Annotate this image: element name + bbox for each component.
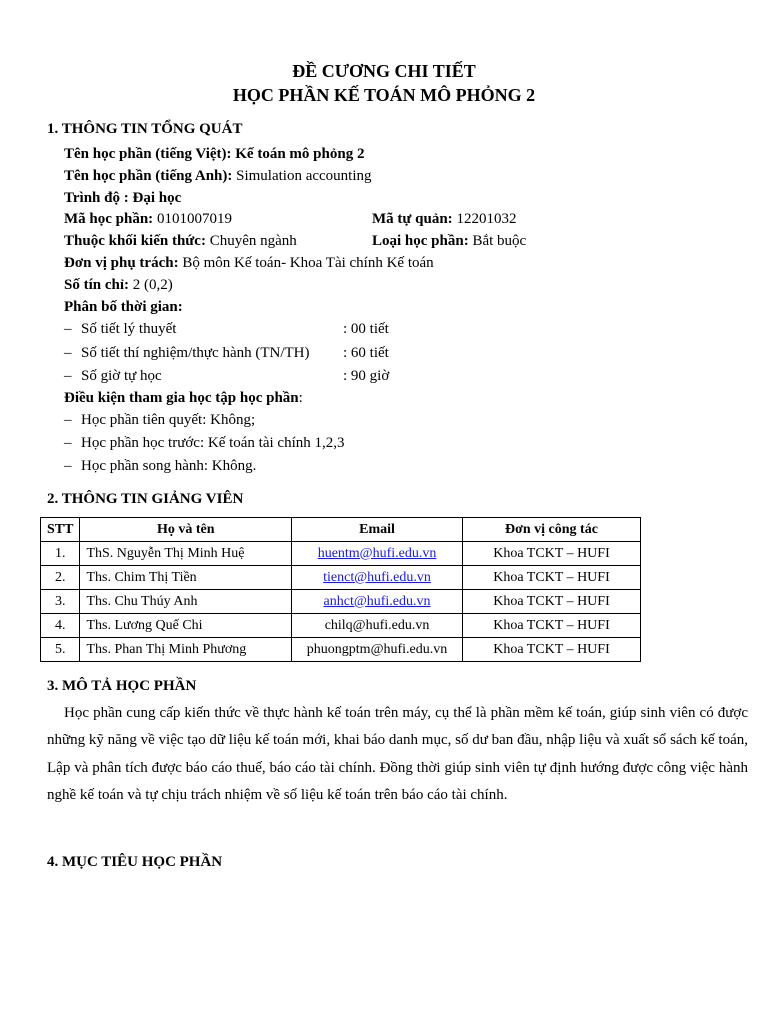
- course-code-value: 0101007019: [153, 211, 232, 227]
- email-link[interactable]: anhct@hufi.edu.vn: [323, 593, 431, 609]
- dash-bullet: –: [64, 458, 72, 474]
- table-row: [41, 566, 641, 590]
- section-3-heading: 3. MÔ TẢ HỌC PHẦN: [47, 678, 197, 694]
- self-code-label: Mã tự quản:: [372, 211, 453, 227]
- cell-stt: 2.: [41, 566, 80, 590]
- responsible-unit-label: Đơn vị phụ trách:: [64, 255, 179, 271]
- time-item: [64, 345, 310, 362]
- prerequisites-heading-label: Điều kiện tham gia học tập học phần: [64, 390, 299, 406]
- column-header-name: Họ và tên: [80, 518, 292, 542]
- cell-email: phuongptm@hufi.edu.vn: [292, 638, 463, 662]
- time-item-label: Số giờ tự học: [81, 368, 162, 384]
- email-link[interactable]: huentm@hufi.edu.vn: [317, 545, 437, 561]
- table-header-row: [41, 518, 641, 542]
- time-item: [64, 368, 162, 385]
- cell-email: [292, 590, 463, 614]
- credits-label: Số tín chỉ:: [64, 277, 130, 293]
- column-header-stt: STT: [41, 518, 80, 542]
- cell-email: [292, 542, 463, 566]
- course-code: [64, 211, 232, 228]
- cell-stt: 3.: [41, 590, 80, 614]
- cell-name: Ths. Chim Thị Tiền: [80, 566, 292, 590]
- course-type-value: Bắt buộc: [468, 233, 527, 249]
- cell-name: Ths. Chu Thúy Anh: [80, 590, 292, 614]
- cell-name: Ths. Phan Thị Minh Phương: [80, 638, 292, 662]
- condition-item: [64, 412, 255, 429]
- prerequisites-heading-colon: :: [298, 390, 303, 406]
- time-item-value: : 90 giờ: [343, 368, 390, 384]
- knowledge-block: [64, 233, 297, 250]
- section-2-heading: 2. THÔNG TIN GIẢNG VIÊN: [47, 491, 244, 507]
- time-item-value: : 60 tiết: [343, 345, 389, 361]
- cell-name: Ths. Lương Quế Chi: [80, 614, 292, 638]
- time-item: [64, 321, 176, 338]
- self-code-value: 12201032: [452, 211, 517, 227]
- credits: [64, 277, 173, 294]
- email-link[interactable]: tienct@hufi.edu.vn: [323, 569, 431, 585]
- column-header-email: Email: [292, 518, 463, 542]
- cell-stt: 5.: [41, 638, 80, 662]
- cell-unit: Khoa TCKT – HUFI: [462, 638, 640, 662]
- table-row: [41, 590, 641, 614]
- dash-bullet: –: [64, 368, 72, 384]
- cell-unit: Khoa TCKT – HUFI: [462, 590, 640, 614]
- cell-email: chilq@hufi.edu.vn: [292, 614, 463, 638]
- section-1-heading: 1. THÔNG TIN TỔNG QUÁT: [47, 121, 243, 137]
- course-type: [372, 233, 526, 250]
- cell-unit: Khoa TCKT – HUFI: [462, 614, 640, 638]
- cell-name: ThS. Nguyễn Thị Minh Huệ: [80, 542, 292, 566]
- responsible-unit: [64, 255, 434, 272]
- course-code-label: Mã học phần:: [64, 211, 154, 227]
- credits-value: 2 (0,2): [129, 277, 173, 293]
- course-type-label: Loại học phần:: [372, 233, 469, 249]
- table-row: [41, 542, 641, 566]
- cell-unit: Khoa TCKT – HUFI: [462, 542, 640, 566]
- course-description: Học phần cung cấp kiến thức về thực hành kế toán trên máy, cụ thể là phần mềm kế toán, giúp sinh viên có được những kỹ năng về việc tạo dữ liệu kế toán mới, khai báo danh mục, số dư ban đầu, nhập liệu và xuất sổ sách kế toán, Lập và phân tích được báo cáo thuế, báo cáo tài chính. Đồng thời giúp sinh viên tự định hướng được công việc hành nghề kế toán và tự chịu trách nhiệm về số liệu kế toán trên báo cáo tài chính.: [47, 705, 748, 803]
- course-name-en-value: Simulation accounting: [232, 168, 372, 184]
- condition-item: [64, 458, 256, 475]
- condition-text: Học phần học trước: Kế toán tài chính 1,2,3: [81, 435, 345, 451]
- time-allocation-heading: Phân bố thời gian:: [64, 299, 183, 315]
- table-row: [41, 614, 641, 638]
- course-name-vi: Tên học phần (tiếng Việt): Kế toán mô phỏng 2: [64, 146, 365, 162]
- table-row: [41, 638, 641, 662]
- knowledge-block-value: Chuyên ngành: [205, 233, 297, 249]
- condition-item: [64, 435, 345, 452]
- course-level: Trình độ : Đại học: [64, 190, 182, 206]
- responsible-unit-value: Bộ môn Kế toán- Khoa Tài chính Kế toán: [178, 255, 434, 271]
- time-item-label: Số tiết thí nghiệm/thực hành (TN/TH): [81, 345, 310, 361]
- dash-bullet: –: [64, 321, 72, 337]
- time-item-label: Số tiết lý thuyết: [81, 321, 177, 337]
- document-title: ĐỀ CƯƠNG CHI TIẾT: [292, 61, 476, 81]
- column-header-unit: Đơn vị công tác: [462, 518, 640, 542]
- cell-unit: Khoa TCKT – HUFI: [462, 566, 640, 590]
- self-code: [372, 211, 516, 228]
- document-subtitle: HỌC PHẦN KẾ TOÁN MÔ PHỎNG 2: [232, 85, 536, 105]
- prerequisites-heading: [64, 390, 303, 407]
- condition-text: Học phần tiên quyết: Không;: [81, 412, 256, 428]
- cell-stt: 1.: [41, 542, 80, 566]
- section-4-heading: 4. MỤC TIÊU HỌC PHẦN: [47, 854, 223, 870]
- knowledge-block-label: Thuộc khối kiến thức:: [64, 233, 206, 249]
- course-name-en-label: Tên học phần (tiếng Anh):: [64, 168, 233, 184]
- lecturer-table: [40, 517, 641, 662]
- dash-bullet: –: [64, 345, 72, 361]
- cell-email: [292, 566, 463, 590]
- dash-bullet: –: [64, 435, 72, 451]
- course-name-en: [64, 168, 372, 185]
- condition-text: Học phần song hành: Không.: [81, 458, 257, 474]
- time-item-value: : 00 tiết: [343, 321, 389, 337]
- dash-bullet: –: [64, 412, 72, 428]
- cell-stt: 4.: [41, 614, 80, 638]
